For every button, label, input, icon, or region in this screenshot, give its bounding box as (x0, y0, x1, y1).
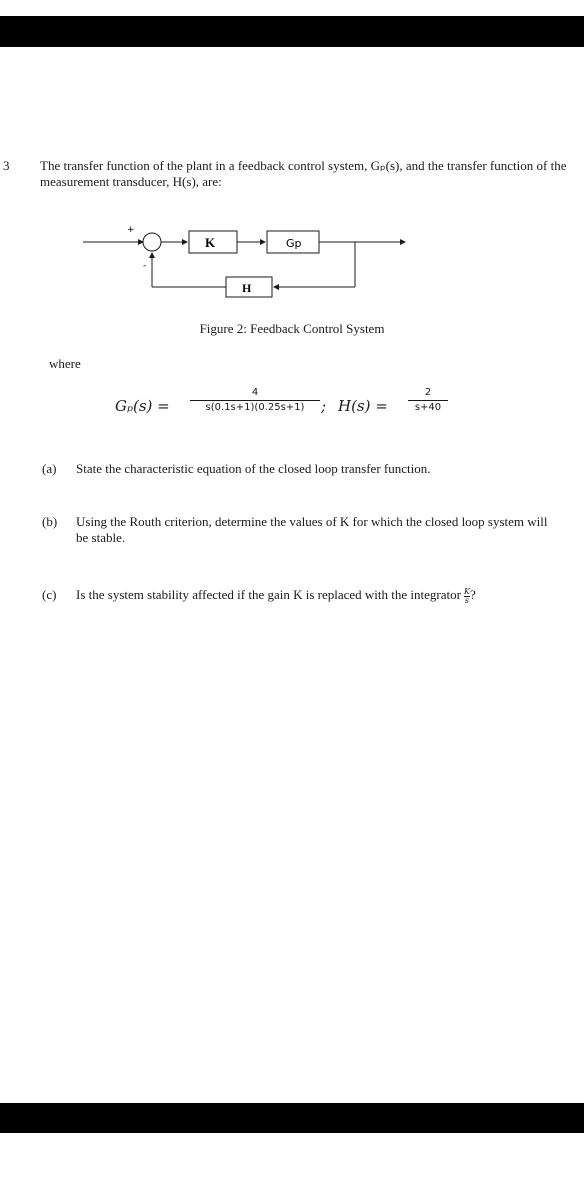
h-numerator: 2 (424, 387, 432, 398)
question-number: 3 (3, 158, 10, 173)
gp-fraction (190, 386, 320, 415)
part-b-text: Using the Routh criterion, determine the values of K for which the closed loop system will be stable. (76, 514, 548, 545)
figure-caption: Figure 2: Feedback Control System (199, 321, 385, 336)
block-diagram (0, 220, 584, 300)
gp-denominator: s(0.1s+1)(0.25s+1) (205, 402, 305, 413)
h-block-label: H (242, 281, 252, 295)
transfer-function-equation (0, 380, 584, 436)
question-intro: The transfer function of the plant in a feedback control system, Gₚ(s), and the transfer function of the measurement transducer, H(s), are: (40, 158, 567, 189)
plus-sign: + (127, 225, 135, 235)
gp-block-label: Gp (286, 237, 302, 250)
part-c-label: (c) (42, 587, 57, 602)
gp-lhs: Gₚ(s) = (115, 397, 170, 415)
where-label: where (49, 356, 81, 371)
equation-separator: ; (321, 397, 327, 415)
summing-junction (143, 233, 161, 251)
part-a-label: (a) (42, 461, 57, 476)
gp-numerator: 4 (251, 387, 259, 398)
bottom-black-bar (0, 1103, 584, 1133)
part-b-label: (b) (42, 514, 58, 529)
h-denominator: s+40 (414, 402, 442, 413)
h-fraction (408, 386, 448, 415)
part-c-text-wrap (76, 587, 556, 605)
k-block-label: K (205, 235, 216, 250)
part-c-text: Is the system stability affected if the gain K is replaced with the integrator (76, 587, 461, 602)
minus-sign: - (143, 261, 147, 271)
integrator-numerator: K (463, 586, 470, 596)
part-c-suffix: ? (469, 587, 476, 602)
h-lhs: H(s) = (338, 397, 388, 415)
part-a-text: State the characteristic equation of the closed loop transfer function. (76, 461, 431, 476)
top-black-bar (0, 16, 584, 47)
integrator-denominator: s (464, 595, 469, 605)
